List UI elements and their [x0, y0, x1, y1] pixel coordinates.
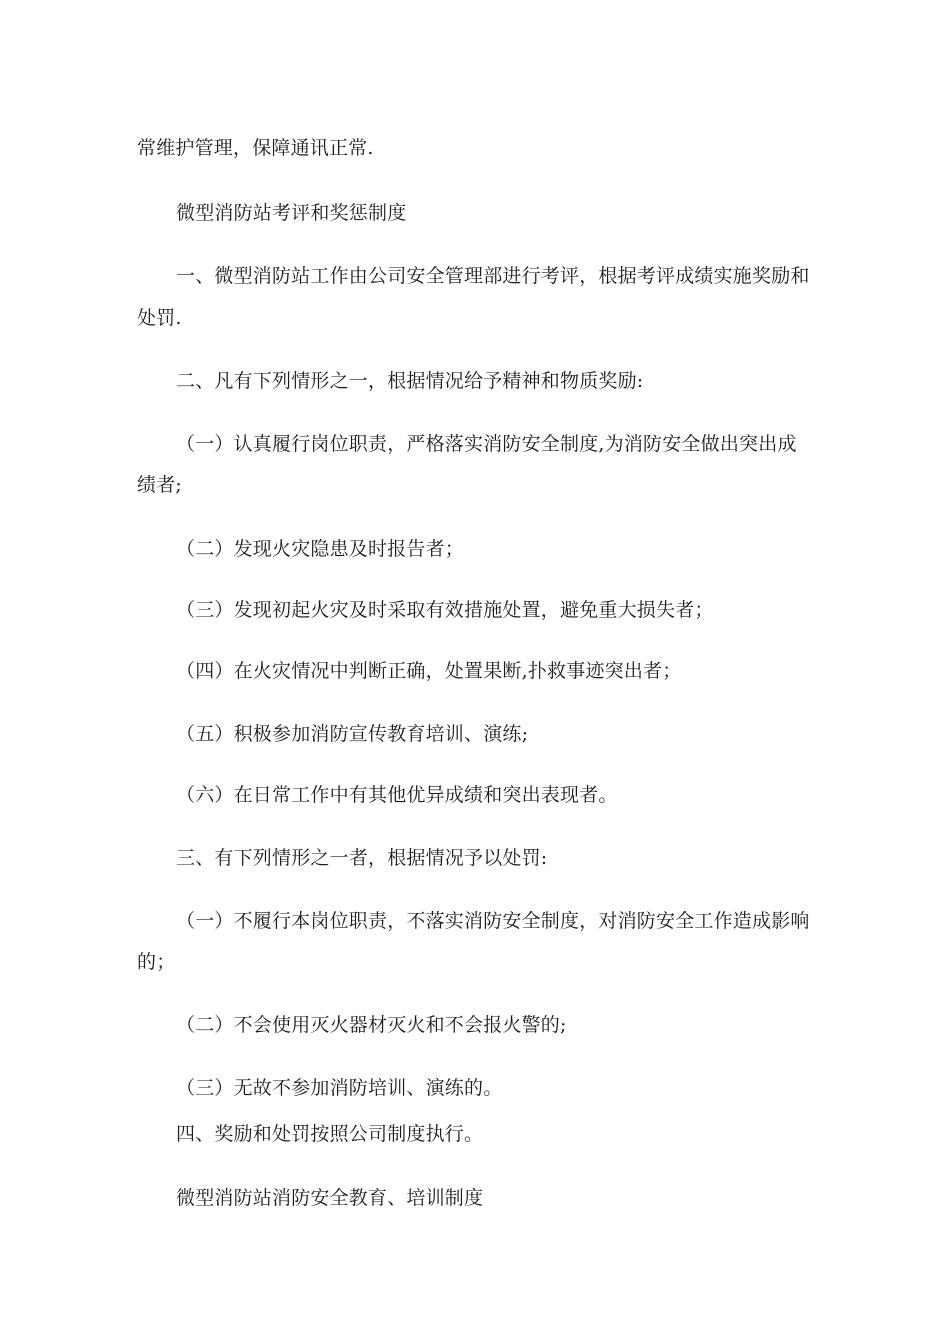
- reward-item-5: （五）积极参加消防宣传教育培训、演练;: [176, 723, 529, 745]
- section-title-training: 微型消防站消防安全教育、培训制度: [176, 1187, 484, 1209]
- reward-item-3: （三）发现初起火灾及时采取有效措施处置，避免重大损失者；: [176, 599, 714, 621]
- clause-3-heading: 三、有下列情形之一者，根据情况予以处罚:: [176, 847, 548, 869]
- reward-item-1-line-1: （一）认真履行岗位职责，严格落实消防安全制度,为消防安全做出突出成: [176, 433, 797, 455]
- reward-item-6: （六）在日常工作中有其他优异成绩和突出表现者。: [176, 784, 618, 806]
- penalty-item-1-line-1: （一）不履行本岗位职责，不落实消防安全制度，对消防安全工作造成影响: [176, 910, 810, 932]
- penalty-item-3: （三）无故不参加消防培训、演练的。: [176, 1077, 503, 1099]
- clause-4: 四、奖励和处罚按照公司制度执行。: [176, 1123, 484, 1145]
- penalty-item-1-line-2: 的；: [137, 951, 176, 973]
- section-title-evaluation: 微型消防站考评和奖惩制度: [176, 202, 407, 224]
- reward-item-1-line-2: 绩者;: [137, 474, 183, 496]
- clause-2-heading: 二、凡有下列情形之一，根据情况给予精神和物质奖励:: [176, 370, 644, 392]
- reward-item-4: （四）在火灾情况中判断正确，处置果断,扑救事迹突出者；: [176, 660, 682, 682]
- clause-1-line-2: 处罚.: [137, 307, 182, 329]
- penalty-item-2: （二）不会使用灭火器材灭火和不会报火警的;: [176, 1014, 567, 1036]
- paragraph-continuation: 常维护管理，保障通讯正常.: [137, 137, 374, 159]
- reward-item-2: （二）发现火灾隐患及时报告者；: [176, 538, 465, 560]
- clause-1-line-1: 一、微型消防站工作由公司安全管理部进行考评，根据考评成绩实施奖励和: [176, 265, 810, 287]
